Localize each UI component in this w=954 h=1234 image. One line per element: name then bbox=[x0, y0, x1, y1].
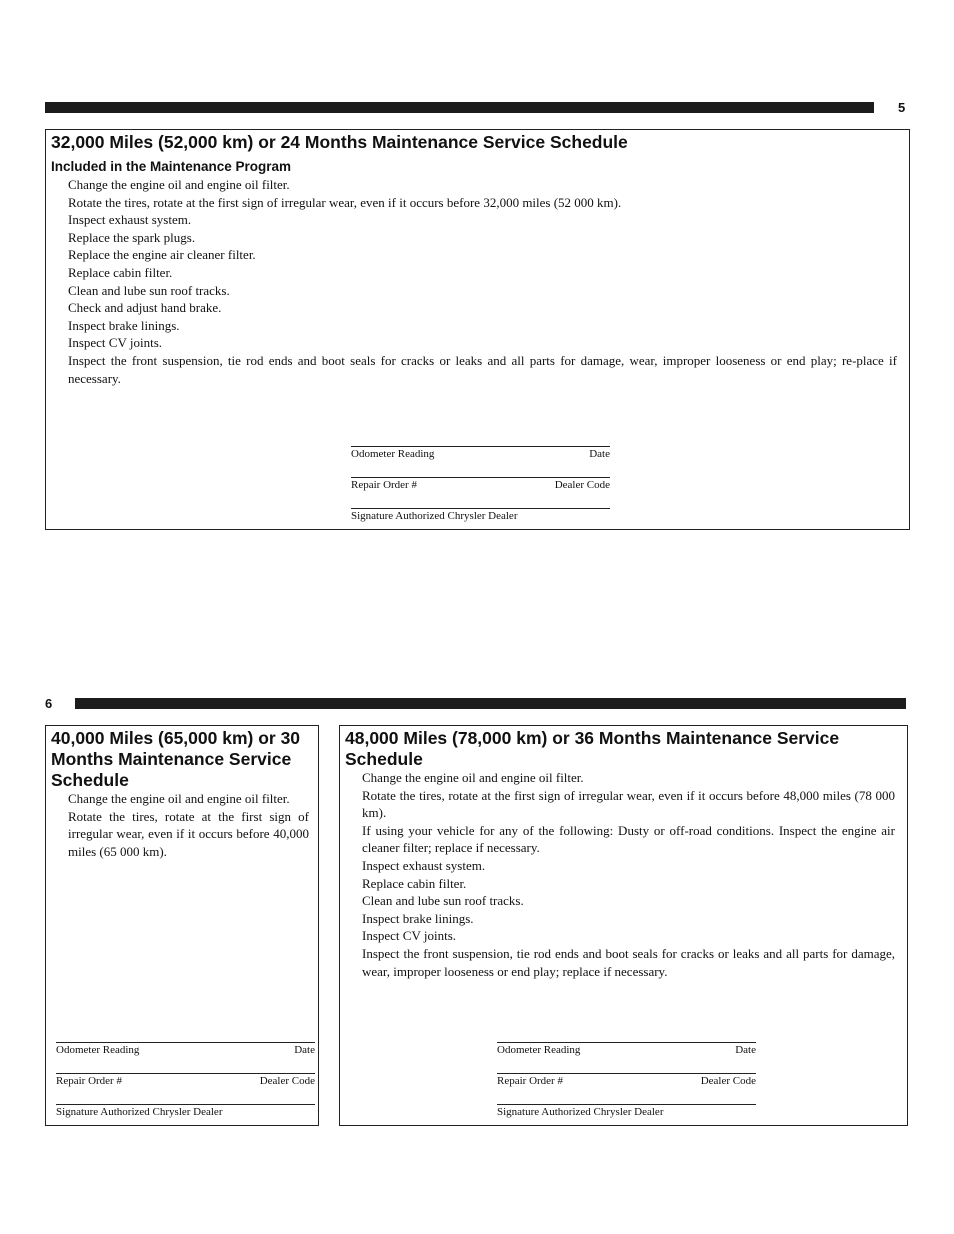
list-item: Inspect exhaust system. bbox=[362, 857, 486, 873]
list-item: Replace cabin filter. bbox=[362, 875, 467, 891]
signature-row bbox=[497, 1042, 756, 1073]
list-item: If using your vehicle for any of the following: Dusty or off-road conditions. Inspect the engine air cleaner filter; replace if necessary. bbox=[362, 822, 895, 856]
header-bar bbox=[45, 102, 874, 113]
list-item: Inspect CV joints. bbox=[362, 928, 457, 944]
list-item: Replace the engine air cleaner filter. bbox=[68, 247, 256, 263]
list-item: Clean and lube sun roof tracks. bbox=[362, 893, 524, 909]
date-label: Date bbox=[735, 1044, 756, 1056]
service-schedule-32000 bbox=[45, 129, 910, 530]
signature-row bbox=[56, 1073, 315, 1104]
signature-row bbox=[56, 1104, 315, 1135]
section-title: 40,000 Miles (65,000 km) or 30 Months Maintenance Service Schedule bbox=[51, 728, 301, 790]
service-schedule-48000 bbox=[339, 725, 908, 1126]
dealer-code-label: Dealer Code bbox=[554, 479, 610, 491]
list-item: Replace the spark plugs. bbox=[68, 229, 196, 245]
service-schedule-40000 bbox=[45, 725, 319, 1126]
list-item: Clean and lube sun roof tracks. bbox=[68, 282, 230, 298]
list-item: Rotate the tires, rotate at the first sign of irregular wear, even if it occurs before 48,000 miles (78 000 km). bbox=[362, 787, 895, 821]
odometer-label: Odometer Reading bbox=[497, 1044, 581, 1056]
list-item: Inspect the front suspension, tie rod ends and boot seals for cracks or leaks and all parts for damage, wear, improper looseness or end play; replace if necessary. bbox=[362, 945, 895, 979]
list-item: Change the engine oil and engine oil filter. bbox=[68, 177, 290, 192]
list-item: Inspect CV joints. bbox=[68, 335, 163, 351]
signature-label: Signature Authorized Chrysler Dealer bbox=[351, 510, 518, 522]
signature-row bbox=[351, 508, 610, 539]
list-item: Check and adjust hand brake. bbox=[68, 300, 222, 316]
page-number: 6 bbox=[45, 696, 53, 711]
list-item: Replace cabin filter. bbox=[68, 264, 173, 280]
repair-order-label: Repair Order # bbox=[56, 1075, 122, 1087]
list-item: Rotate the tires, rotate at the first sign of irregular wear, even if it occurs before 32,000 miles (52 000 km). bbox=[68, 194, 622, 210]
date-label: Date bbox=[294, 1044, 315, 1056]
odometer-label: Odometer Reading bbox=[351, 448, 435, 460]
list-item: Change the engine oil and engine oil filter. bbox=[68, 791, 290, 806]
maintenance-list bbox=[68, 176, 897, 387]
signature-row bbox=[497, 1104, 756, 1135]
dealer-code-label: Dealer Code bbox=[259, 1075, 315, 1087]
signature-row bbox=[351, 446, 610, 477]
section-subheading: Included in the Maintenance Program bbox=[51, 159, 292, 174]
list-item: Inspect the front suspension, tie rod ends and boot seals for cracks or leaks and all parts for damage, wear, improper looseness or end play; re-place if necessary. bbox=[68, 352, 897, 386]
list-item: Inspect brake linings. bbox=[68, 317, 180, 333]
odometer-label: Odometer Reading bbox=[56, 1044, 140, 1056]
header-bar bbox=[75, 698, 906, 709]
signature-block bbox=[56, 1042, 315, 1135]
signature-row bbox=[497, 1073, 756, 1104]
list-item: Rotate the tires, rotate at the first sign of irregular wear, even if it occurs before 40,000 miles (65 000 km). bbox=[68, 808, 309, 859]
list-item: Inspect brake linings. bbox=[362, 910, 474, 926]
signature-row bbox=[56, 1042, 315, 1073]
list-item: Inspect exhaust system. bbox=[68, 212, 192, 228]
repair-order-label: Repair Order # bbox=[497, 1075, 563, 1087]
signature-row bbox=[351, 477, 610, 508]
signature-label: Signature Authorized Chrysler Dealer bbox=[56, 1106, 223, 1118]
signature-block bbox=[497, 1042, 756, 1135]
signature-label: Signature Authorized Chrysler Dealer bbox=[497, 1106, 664, 1118]
maintenance-list bbox=[68, 790, 309, 860]
maintenance-list bbox=[362, 769, 895, 980]
section-title: 32,000 Miles (52,000 km) or 24 Months Maintenance Service Schedule bbox=[51, 132, 628, 152]
signature-block bbox=[351, 446, 610, 539]
list-item: Change the engine oil and engine oil filter. bbox=[362, 770, 584, 785]
date-label: Date bbox=[589, 448, 610, 460]
page-number: 5 bbox=[898, 100, 906, 115]
section-title: 48,000 Miles (78,000 km) or 36 Months Maintenance Service Schedule bbox=[345, 728, 840, 769]
dealer-code-label: Dealer Code bbox=[700, 1075, 756, 1087]
repair-order-label: Repair Order # bbox=[351, 479, 417, 491]
